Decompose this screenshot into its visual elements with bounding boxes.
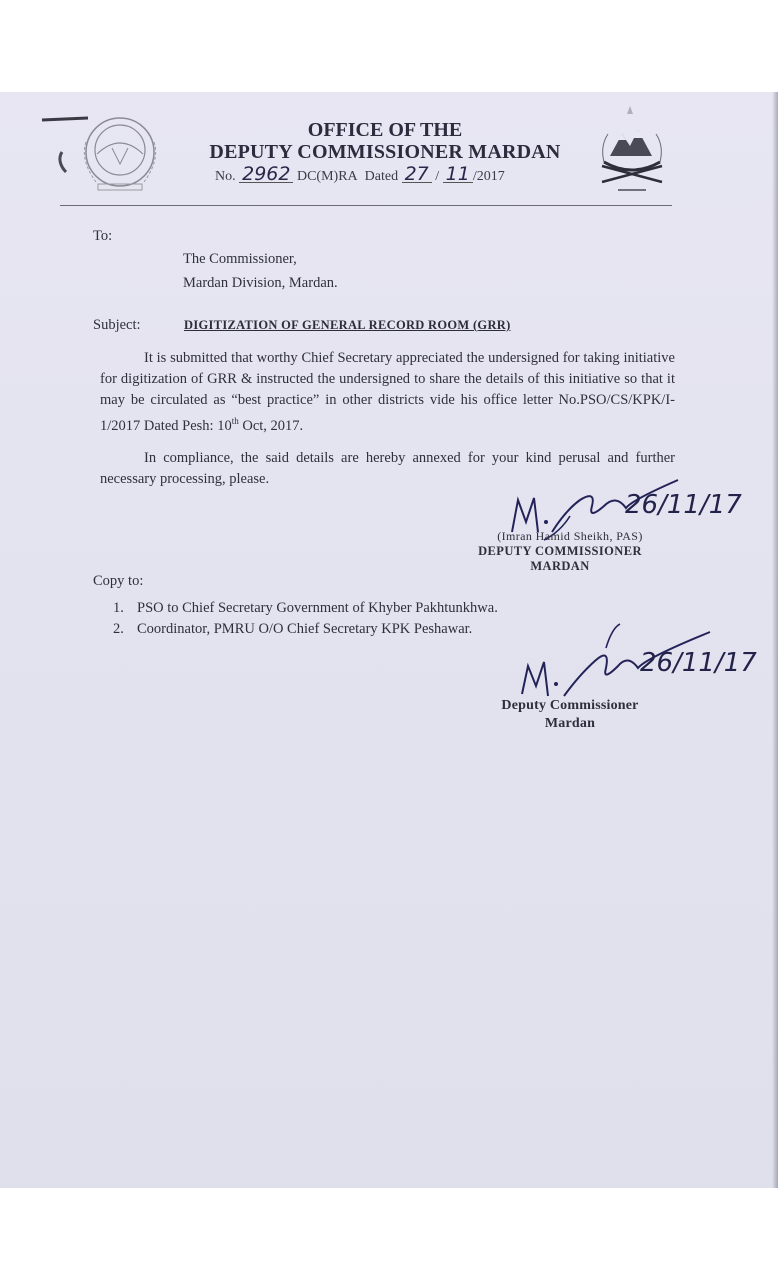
body-paragraph-2: In compliance, the said details are hereby annexed for your kind perusal and further necessary processing, please. [100, 450, 675, 487]
signature-1-date: 26/11/17 [625, 490, 742, 520]
signatory-name: (Imran Hamid Sheikh, PAS) [497, 529, 643, 543]
no-label: No. [215, 169, 236, 184]
mountain-crossed-swords-emblem-icon [590, 106, 674, 198]
addressee-line-1: The Commissioner, [183, 251, 297, 267]
signatory-place: MARDAN [530, 559, 590, 573]
subject-label: Subject: [93, 317, 141, 333]
signatory-2-place: Mardan [544, 716, 596, 731]
paragraph-1-end: Oct, 2017. [238, 417, 304, 434]
subject-text: DIGITIZATION OF GENERAL RECORD ROOM (GRR) [184, 318, 511, 332]
letter-number: 2962 [239, 166, 293, 183]
office-heading: OFFICE OF THE [307, 119, 463, 141]
addressee-line-2: Mardan Division, Mardan. [183, 275, 338, 291]
letter-page [0, 92, 778, 1188]
paragraph-1-text: It is submitted that worthy Chief Secretary appreciated the undersigned for taking initiative for digitization of GRR & instructed the undersigned to share the details of this initiative so that it may be circulated as “best practice” in other districts vide his office letter No.PSO/CS/KPK/I-1/2017 Dated Pesh: 10 [100, 350, 675, 434]
reference-line: No. 2962 DC(M)RA Dated 27 / 11 /2017 [215, 163, 505, 185]
signatory-2-designation: Deputy Commissioner [501, 698, 639, 713]
date-day: 27 [402, 166, 432, 183]
reference-code: DC(M)RA [296, 169, 358, 184]
signature-2-date: 26/11/17 [640, 648, 757, 678]
date-month: 11 [443, 166, 473, 183]
copy-item: 1. PSO to Chief Secretary Government of Khyber Pakhtunkhwa. [113, 600, 498, 616]
copy-to-label: Copy to: [93, 573, 144, 589]
body-paragraph-1 [100, 348, 675, 437]
ordinal-suffix: th [231, 416, 239, 426]
government-emblem-icon [40, 102, 170, 202]
dated-label: Dated [364, 169, 399, 184]
to-label: To: [93, 228, 113, 244]
copy-to-list [113, 598, 498, 640]
signatory-designation: DEPUTY COMMISSIONER [478, 544, 642, 558]
copy-item: 2. Coordinator, PMRU O/O Chief Secretary KPK Peshawar. [113, 621, 473, 637]
office-title: DEPUTY COMMISSIONER MARDAN [209, 141, 561, 163]
date-year: /2017 [472, 169, 505, 184]
header-divider [60, 205, 672, 206]
